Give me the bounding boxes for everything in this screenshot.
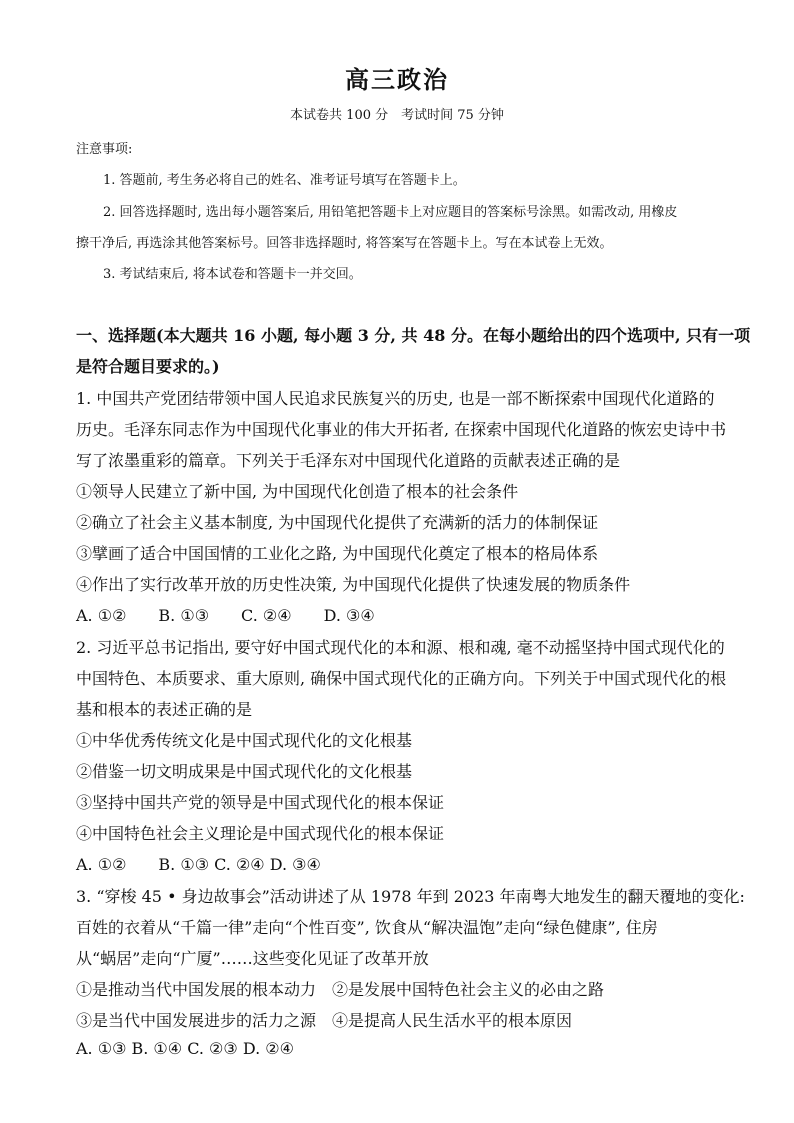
question-2-stem: 中国特色、本质要求、重大原则, 确保中国式现代化的正确方向。下列关于中国式现代化的根 — [76, 669, 727, 688]
question-3-options: A. ①③ B. ①④ C. ②③ D. ②④ — [76, 1039, 294, 1058]
question-2-statement: ②借鉴一切文明成果是中国式现代化的文化根基 — [76, 762, 413, 781]
question-1-options: A. ①② B. ①③ C. ②④ D. ③④ — [76, 606, 375, 625]
page-title: 高三政治 — [345, 66, 449, 94]
question-1-stem: 历史。毛泽东同志作为中国现代化事业的伟大开拓者, 在探索中国现代化道路的恢宏史诗中书 — [76, 420, 727, 439]
question-2-stem: 基和根本的表述正确的是 — [76, 700, 253, 719]
question-1-statement: ①领导人民建立了新中国, 为中国现代化创造了根本的社会条件 — [76, 482, 519, 501]
question-2-statement: ④中国特色社会主义理论是中国式现代化的根本保证 — [76, 824, 445, 843]
question-2-statement: ①中华优秀传统文化是中国式现代化的文化根基 — [76, 731, 413, 750]
question-1-statement: ③擘画了适合中国国情的工业化之路, 为中国现代化奠定了根本的格局体系 — [76, 544, 599, 563]
question-2-stem: 2. 习近平总书记指出, 要守好中国式现代化的本和源、根和魂, 毫不动摇坚持中国式现代化的 — [76, 638, 725, 657]
section-heading-continued: 是符合题目要求的。) — [76, 357, 220, 376]
question-2-options: A. ①② B. ①③ C. ②④ D. ③④ — [76, 855, 321, 874]
question-1-statement: ④作出了实行改革开放的历史性决策, 为中国现代化提供了快速发展的物质条件 — [76, 575, 631, 594]
question-3-statement: ①是推动当代中国发展的根本动力 ②是发展中国特色社会主义的必由之路 — [76, 980, 605, 999]
notice-heading: 注意事项: — [76, 142, 133, 157]
question-1-stem: 1. 中国共产党团结带领中国人民追求民族复兴的历史, 也是一部不断探索中国现代化道路的 — [76, 389, 715, 408]
question-3-statement: ③是当代中国发展进步的活力之源 ④是提高人民生活水平的根本原因 — [76, 1011, 573, 1030]
notice-item: 2. 回答选择题时, 选出每小题答案后, 用铅笔把答题卡上对应题目的答案标号涂黑。如需改动, 用橡皮 — [103, 205, 678, 220]
question-1-statement: ②确立了社会主义基本制度, 为中国现代化提供了充满新的活力的体制保证 — [76, 513, 599, 532]
notice-item-continued: 擦干净后, 再选涂其他答案标号。回答非选择题时, 将答案写在答题卡上。写在本试卷上无效。 — [76, 236, 613, 251]
question-3-stem: 百姓的衣着从“千篇一律”走向“个性百变”, 饮食从“解决温饱”走向“绿色健康”, 住房 — [76, 918, 658, 937]
exam-info: 本试卷共 100 分 考试时间 75 分钟 — [290, 108, 504, 123]
notice-item: 1. 答题前, 考生务必将自己的姓名、准考证号填写在答题卡上。 — [103, 173, 466, 188]
question-1-stem: 写了浓墨重彩的篇章。下列关于毛泽东对中国现代化道路的贡献表述正确的是 — [76, 451, 621, 470]
question-2-statement: ③坚持中国共产党的领导是中国式现代化的根本保证 — [76, 793, 445, 812]
section-heading: 一、选择题(本大题共 16 小题, 每小题 3 分, 共 48 分。在每小题给出的四个选项中, 只有一项 — [76, 326, 751, 345]
notice-item: 3. 考试结束后, 将本试卷和答题卡一并交回。 — [103, 267, 362, 282]
question-3-stem: 从“蜗居”走向“广厦”……这些变化见证了改革开放 — [76, 949, 429, 968]
question-3-stem: 3. “穿梭 45 • 身边故事会”活动讲述了从 1978 年到 2023 年南粤大地发生的翻天覆地的变化: — [76, 887, 745, 906]
